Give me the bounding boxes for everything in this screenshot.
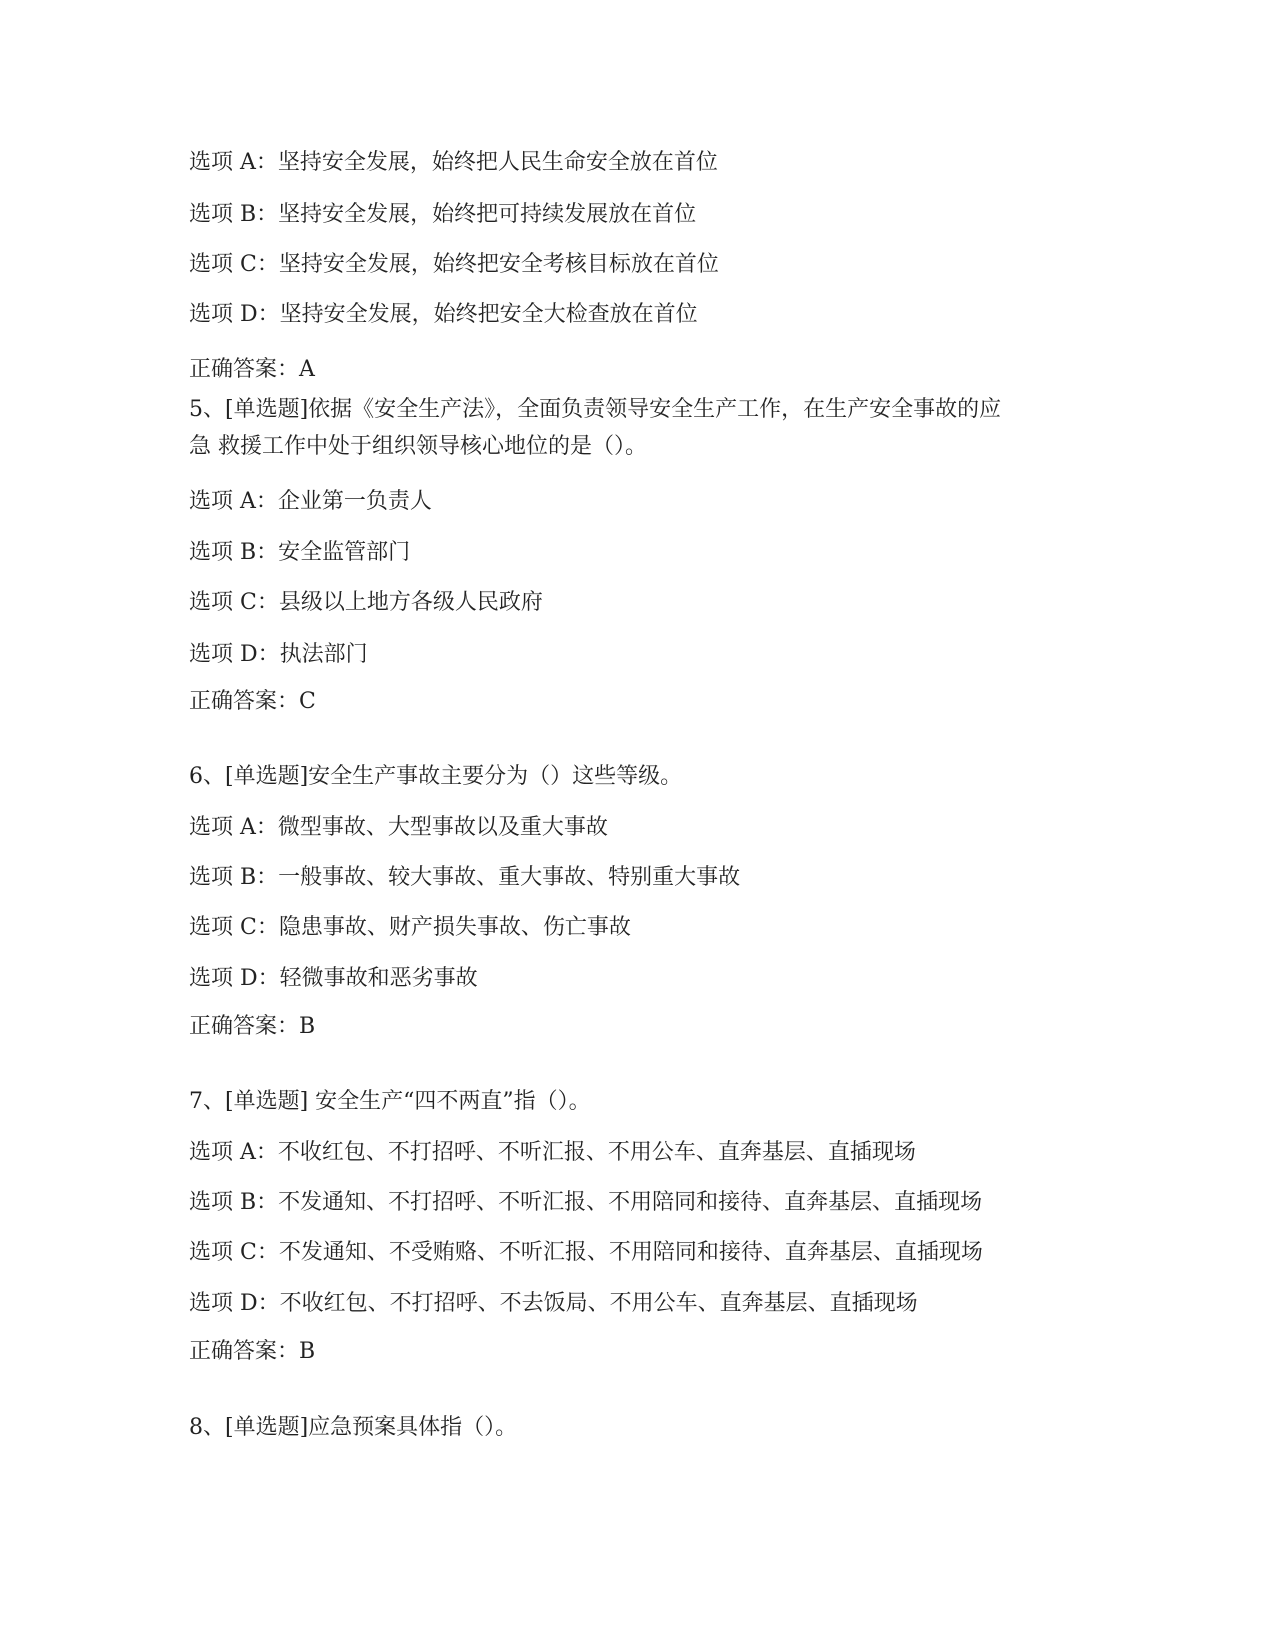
q6-answer: 正确答案：B bbox=[189, 1014, 316, 1039]
q5-option-b: 选项 B：安全监管部门 bbox=[189, 540, 411, 565]
q7-option-b: 选项 B：不发通知、不打招呼、不听汇报、不用陪同和接待、直奔基层、直插现场 bbox=[189, 1190, 983, 1215]
q5-option-d: 选项 D：执法部门 bbox=[189, 642, 368, 667]
q7-option-a: 选项 A：不收红包、不打招呼、不听汇报、不用公车、直奔基层、直插现场 bbox=[189, 1140, 916, 1165]
q6-option-d: 选项 D：轻微事故和恶劣事故 bbox=[189, 966, 478, 991]
q7-option-d: 选项 D：不收红包、不打招呼、不去饭局、不用公车、直奔基层、直插现场 bbox=[189, 1291, 918, 1316]
q5-option-c: 选项 C：县级以上地方各级人民政府 bbox=[189, 590, 543, 615]
q5-question-line2: 急 救援工作中处于组织领导核心地位的是（）。 bbox=[189, 434, 647, 459]
q5-answer: 正确答案：C bbox=[189, 689, 316, 714]
q7-question: 7、[单选题] 安全生产“四不两直”指（）。 bbox=[189, 1089, 591, 1114]
q5-question-line1: 5、[单选题]依据《安全生产法》，全面负责领导安全生产工作，在生产安全事故的应 bbox=[189, 397, 1002, 422]
q4-option-c: 选项 C：坚持安全发展，始终把安全考核目标放在首位 bbox=[189, 252, 719, 277]
q6-option-b: 选项 B：一般事故、较大事故、重大事故、特别重大事故 bbox=[189, 865, 741, 890]
q7-answer: 正确答案：B bbox=[189, 1339, 316, 1364]
q6-question: 6、[单选题]安全生产事故主要分为（）这些等级。 bbox=[189, 764, 683, 789]
q5-option-a: 选项 A：企业第一负责人 bbox=[189, 489, 432, 514]
q6-option-c: 选项 C：隐患事故、财产损失事故、伤亡事故 bbox=[189, 915, 631, 940]
q8-question: 8、[单选题]应急预案具体指（）。 bbox=[189, 1415, 518, 1440]
q7-option-c: 选项 C：不发通知、不受贿赂、不听汇报、不用陪同和接待、直奔基层、直插现场 bbox=[189, 1240, 983, 1265]
q4-option-b: 选项 B：坚持安全发展，始终把可持续发展放在首位 bbox=[189, 202, 697, 227]
q6-option-a: 选项 A：微型事故、大型事故以及重大事故 bbox=[189, 815, 608, 840]
q4-option-a: 选项 A：坚持安全发展，始终把人民生命安全放在首位 bbox=[189, 150, 718, 175]
q4-answer: 正确答案：A bbox=[189, 357, 315, 382]
q4-option-d: 选项 D：坚持安全发展，始终把安全大检查放在首位 bbox=[189, 302, 698, 327]
